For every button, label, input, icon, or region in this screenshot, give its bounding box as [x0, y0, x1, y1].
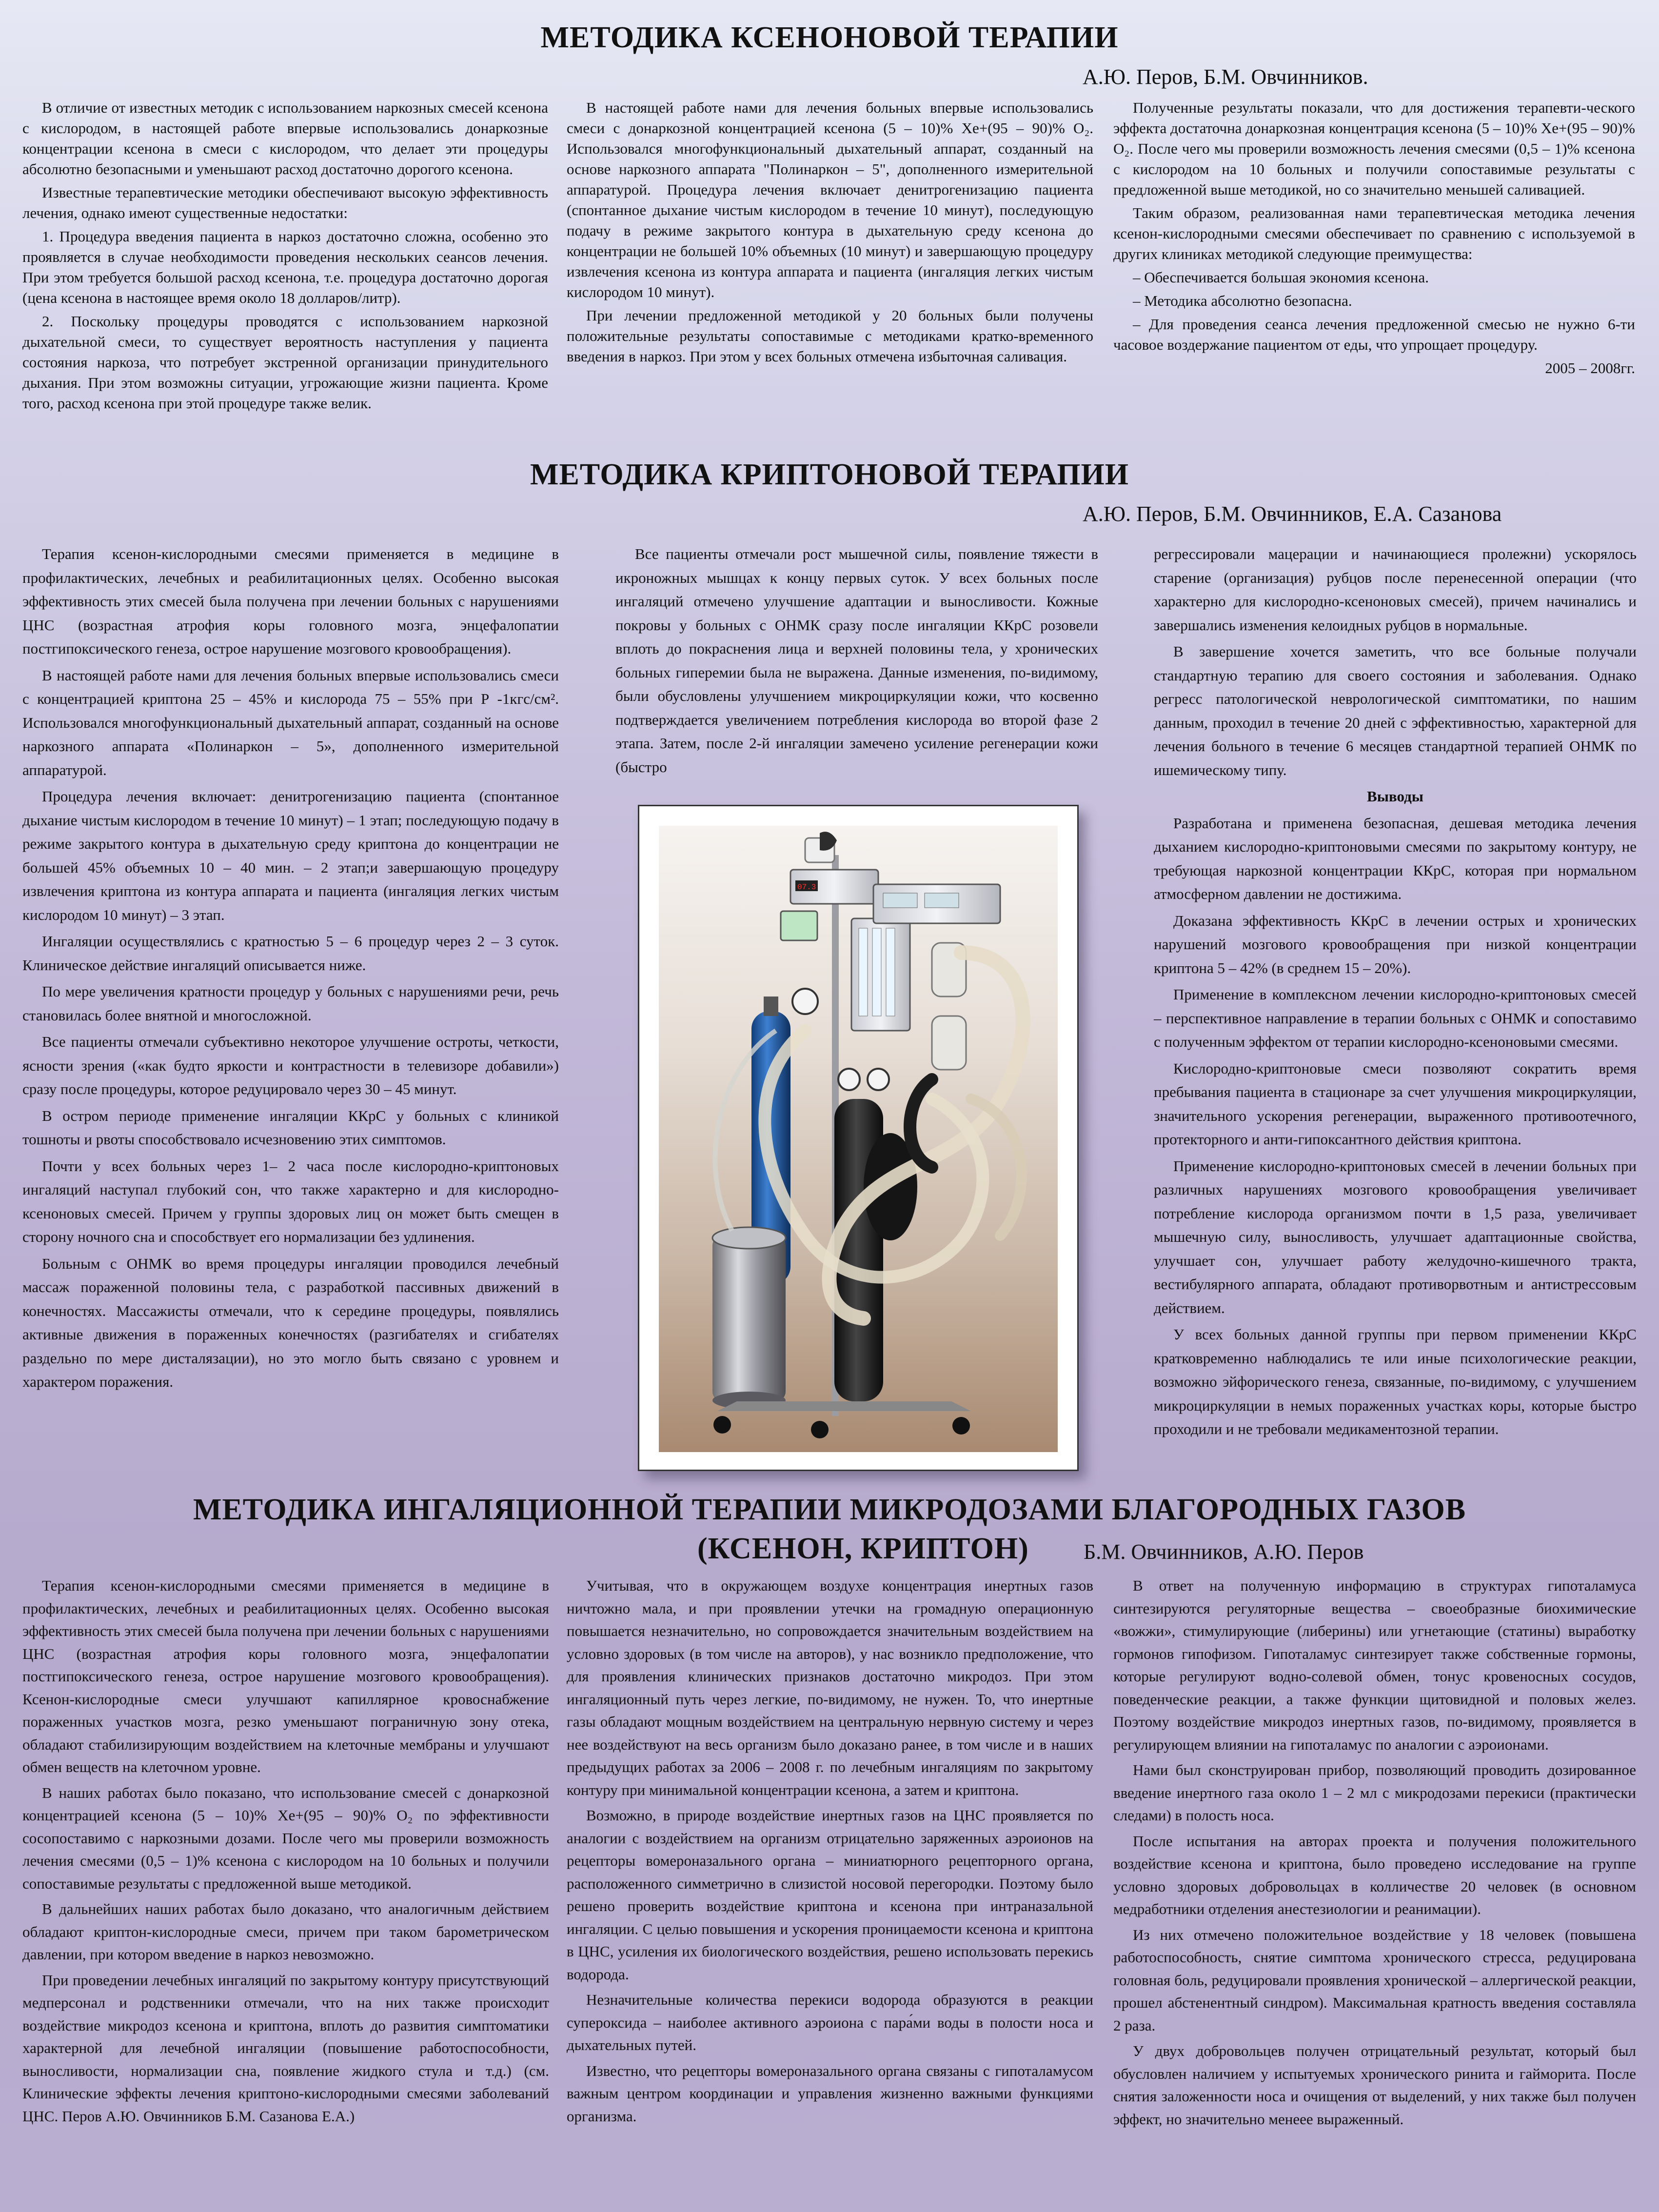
date-range: 2005 – 2008гг.: [1545, 359, 1635, 377]
section1-title: МЕТОДИКА КСЕНОНОВОЙ ТЕРАПИИ: [540, 21, 1119, 54]
paragraph: Терапия ксенон-кислородными смесями применяется в медицине в профилактических, лечебных и реабилитационных целях. Особенно высокая эффективность этих смесей была получена при лечении больных с нарушениями ЦНС (возрастная атрофия коры головного мозга, энцефалопатии постгипоксического генеза, острое нарушение мозгового кровообращения). Ксенон-кислородные смеси улучшают капиллярное кровоснабжение пораженных участков мозга, резко уменьшают пограничную зону отека, обладают стабилизирующим воздействием на клеточные мембраны и улучшают обмен веществ на клеточном уровне.: [22, 1577, 549, 1775]
paragraph: 1. Процедура введения пациента в наркоз достаточно сложна, особенно это проявляется в случае необходимости проведения нескольких сеансов лечения. При этом требуется большой расход ксенона, т.е. процедура достаточно дорогая (цена ксенона в настоящее время около 18 долларов/литр).: [22, 228, 548, 306]
paragraph: Возможно, в природе воздействие инертных газов на ЦНС проявляется по аналогии с воздействием на организм отрицательно заряженных аэроионов на рецепторы вомероназального органа – миниатюрного рецепторного органа, расположенного симметрично в слизистой носовой перегородки. Поэтому было решено проверить воздействие криптона и ксенона при интраназальной ингаляции. С целью повышения и ускорения проницаемости ксенона и криптона в ЦНС, усиления их биологического воздействия, решено использовать перекись водорода.: [567, 1807, 1093, 1983]
paragraph: В завершение хочется заметить, что все больные получали стандартную терапию для своего состояния и заболевания. Однако регресс патологической неврологической симптоматики, по нашим данным, проходил в течение 20 дней с эффективностью, характерной для лечения больного в течение 6 месяцев стандартной терапией ОНМК по ишемическому типу.: [1154, 643, 1637, 778]
paragraph: В остром периоде применение ингаляции ККрС у больных с клиникой тошноты и рвоты способствовало исчезновению этих симптомов.: [22, 1107, 559, 1148]
section3-title-line2: (КСЕНОН, КРИПТОН): [697, 1532, 1029, 1565]
paragraph: В настоящей работе нами для лечения больных впервые использовались смеси с концентрацией криптона 25 – 45% и кислорода 75 – 55% при Р -1кгс/см². Использовался многофункциональный дыхательный аппарат, созданный на основе наркозного аппарата «Полинаркон – 5», дополненного измерительной аппаратурой.: [22, 666, 559, 778]
paragraph: Нами был сконструирован прибор, позволяющий проводить дозированное введение инертного газа около 1 – 2 мл с микродозами перекиси (практически следами) в полость носа.: [1113, 1761, 1636, 1824]
paragraph: У двух добровольцев получен отрицательный результат, который был обусловлен наличием у испытуемых хронического ринита и гайморита. После снятия заложенности носа и очищения от выделений, у них также был получен эффект, но значительно менеее выраженный.: [1113, 2042, 1636, 2128]
paragraph: Все пациенты отмечали рост мышечной силы, появление тяжести в икроножных мышцах к концу первых суток. У всех больных после ингаляций отмечено улучшение адаптации и выносливости. Кожные покровы у больных с ОНМК сразу после ингаляции ККрС розовели вплоть до покраснения лица и верхней половины тела, у хронических больных гиперемии была не выражена. Данные изменения, по-видимому, были обусловлены улучшением микроциркуляции кожи, что косвенно подтверждается увеличением потребления кислорода во второй фазе 2 этапа. Затем, после 2-й ингаляции замечено усиление регенерации кожи (быстро: [615, 545, 1098, 776]
breathing-apparatus-illustration: [659, 826, 1055, 1450]
section1-authors: А.Ю. Перов, Б.М. Овчинников.: [1083, 65, 1368, 89]
paragraph: 2. Поскольку процедуры проводятся с использованием наркозной дыхательной смеси, то существует вероятность наступления у пациента состояния наркоза, что потребует экстренной организации принудительного дыхания. При этом возможны ситуации, угрожающие жизни пациента. Кроме того, расход ксенона при этой процедуре также велик.: [22, 313, 548, 412]
apparatus-photo: [638, 805, 1079, 1471]
paragraph: У всех больных данной группы при первом применении ККрС кратковременно наблюдались те или иные психологические реакции, возможно эйфорического генеза, связанные, по-видимому, с улучшением микроциркуляции в немых пораженных участках коры, которые быстро проходили и не требовали медикаментозной терапии.: [1154, 1326, 1637, 1437]
paragraph: Полученные результаты показали, что для достижения терапевти-ческого эффекта достаточна донаркозная концентрация ксенона (5 – 10)% Xe+(95 – 90)% O₂. После чего мы проверили возможность лечения смесями (0,5 – 1)% ксенона с кислородом на 10 больных и получили сопоставимые результаты с предложенной выше методикой, но со значительно меньшей саливацией.: [1113, 99, 1635, 198]
paragraph: При лечении предложенной методикой у 20 больных были получены положительные результаты сопоставимые с методиками кратко-временного введения в наркоз. При этом у всех больных отмечена избыточная саливация.: [567, 307, 1093, 365]
steel-canister: [712, 1236, 786, 1401]
paragraph: Больным с ОНМК во время процедуры ингаляции проводился лечебный массаж пораженной половины тела, с разработкой пассивных движений в конечностях. Массажисты отмечали, что к середине процедуры, появлялись активные движения в пораженных конечностях (разгибателях и сгибателях раздельно по мере дисталязации), но это могло быть связано с уровнем и характером поражения.: [22, 1255, 559, 1390]
paragraph: В настоящей работе нами для лечения больных впервые использовались смеси с донаркозной концентрацией ксенона (5 – 10)% Xe+(95 – 90)% O₂. Использовался многофункциональный дыхательный аппарат, созданный на основе наркозного аппарата "Полинаркон – 5", дополненного измерительной аппаратурой. Процедура лечения включает денитрогенизацию пациента (спонтанное дыхание чистым кислородом в течение 10 минут), последующую подачу в режиме закрытого контура в дыхательную среду ксенона до концентрации не большей 10% объемных (10 минут) и завершающую процедуру извлечения ксенона из контура аппарата и пациента (ингаляция легких чистым кислородом 10 минут).: [567, 99, 1093, 300]
paragraph: В дальнейших наших работах было доказано, что аналогичным действием обладают криптон-кислородные смеси, причем при таком барометрическом давлении, при котором введение в наркоз невозможно.: [22, 1900, 549, 1963]
paragraph: Таким образом, реализованная нами терапевтическая методика лечения ксенон-кислородными смесями обеспечивает по сравнению с используемой в других клиниках методикой следующие преимущества:: [1113, 204, 1635, 262]
section2-column-2: [615, 542, 1098, 782]
paragraph: Учитывая, что в окружающем воздухе концентрация инертных газов ничтожно мала, и при проявлении утечки на громадную операционную повышается незначительно, но сопровождается значительным воздействием на условно здоровых (в том числе на авторов), у нас возникло предположение, что для проявления клинических признаков достаточно микродоз. При этом ингаляционный путь через легкие, по-видимому, не нужен. То, что инертные газы обладают мощным воздействием на центральную нервную систему и через нее воздействуют на весь организм было доказано ранее, в том числе и в наших предыдущих работах за 2006 – 2008 г. по лечебным ингаляциям по закрытому контуру при минимальной концентрации ксенона, а затем и криптона.: [567, 1577, 1093, 1798]
paragraph: Процедура лечения включает: денитрогенизацию пациента (спонтанное дыхание чистым кислородом в течение 10 минут) – 1 этап; последующую подачу в режиме закрытого контура в дыхательную среду криптона до концентрации не большей 45% объемных 10 – 40 мин. – 2 этап;и завершающую процедуру извлечения криптона из контура аппарата и пациента (ингаляция легких чистым кислородом 10 минут) – 3 этап.: [22, 788, 559, 923]
paragraph: После испытания на авторах проекта и получения положительного воздействие ксенона и криптона, было проведено исследование на группе условно здоровых добровольцах в колличестве 20 человек (в основном медработники отделения анестезиологии и реанимации).: [1113, 1832, 1636, 1917]
paragraph: Применение кислородно-криптоновых смесей в лечении больных при различных нарушениях мозгового кровообращения увеличивает потребление кислорода организмом почти в 1,5 раза, увеличивает мышечную силу, выносливость, улучшает адаптационные свойства, улучшает сон, улучшает работу желудочно-кишечного тракта, вестибулярного аппарата, обладают противорвотным и антистрессовым действием.: [1154, 1157, 1637, 1316]
paragraph: регрессировали мацерации и начинающиеся пролежни) ускорялось старение (организация) рубцов после перенесенной операции (что характерно для кислородно-ксеноновых смесей), причем начинались и завершались изменения келоидных рубцов в нормальные.: [1154, 545, 1637, 634]
section2-column-3: [1154, 542, 1637, 1444]
apparatus-photo-background: [659, 826, 1058, 1452]
section3-authors: Б.М. Овчинников, А.Ю. Перов: [1084, 1540, 1364, 1564]
paragraph: Все пациенты отмечали субъективно некоторое улучшение остроты, четкости, ясности зрения («как будто яркости и контрастности в телевизоре добавили») сразу после процедуры, которое редуцировало через 30 – 45 минут.: [22, 1033, 559, 1097]
paragraph: Ингаляции осуществлялись с кратностью 5 – 6 процедур через 2 – 3 суток. Клиническое действие ингаляций описывается ниже.: [22, 933, 559, 974]
paragraph: Из них отмечено положительное воздействие у 18 человек (повышена работоспособность, снятие симптома хронического стресса, редуцирована головная боль, редуцировали проявления хронической – аллергической реакции, прошел абстенентный синдром). Максимальная кратность введения составляла 2 раза.: [1113, 1926, 1636, 2034]
paragraph: В ответ на полученную информацию в структурах гипоталамуса синтезируются регуляторные вещества – своеобразные биохимические «вожжи», стимулирующие (либерины) или угнетающие (статины) выработку гормонов гипофизом. Гипоталамус синтезирует также собственные гормоны, которые регулируют водно-солевой обмен, тонус кровеносных сосудов, поведенческие реакции, а также функции щитовидной и половых желез. Поэтому воздействие микродоз инертных газов, по-видимому, проявляется в регулирующем влиянии на гипоталамус по аналогии с аэроионами.: [1113, 1577, 1636, 1753]
paragraph: В отличие от известных методик с использованием наркозных смесей ксенона с кислородом, в настоящей работе впервые использовались донаркозные концентрации ксенона в смеси с кислородом, что делает эти процедуры абсолютно безопасными и уменьшают расход достаточно дорогого ксенона.: [22, 99, 548, 178]
section2-authors: А.Ю. Перов, Б.М. Овчинников, Е.А. Сазанова: [1083, 502, 1502, 526]
monitor-readout: 07.3: [797, 883, 816, 892]
list-item: – Обеспечивается большая экономия ксенона.: [1133, 269, 1429, 286]
paragraph: Терапия ксенон-кислородными смесями применяется в медицине в профилактических, лечебных и реабилитационных целях. Особенно высокая эффективность этих смесей была получена при лечении больных с нарушениями ЦНС (возрастная атрофия коры головного мозга, энцефалопатии постгипоксического генеза, острое нарушение мозгового кровообращения).: [22, 545, 559, 657]
paragraph: По мере увеличения кратности процедур у больных с нарушениями речи, речь становилась более внятной и многосложной.: [22, 983, 559, 1024]
paragraph: Незначительные количества перекиси водорода образуются в реакции супероксида – наиболее активного аэроиона с пара́ми воды в полости носа и дыхательных путей.: [567, 1991, 1093, 2053]
paragraph: Известно, что рецепторы вомероназального органа связаны с гипоталамусом важным центром координации и управления жизненно важными функциями организма.: [567, 2062, 1093, 2125]
section2-title: МЕТОДИКА КРИПТОНОВОЙ ТЕРАПИИ: [530, 458, 1129, 491]
paragraph: Применение в комплексном лечении кислородно-криптоновых смесей – перспективное направление в терапии больных с ОНМК и сопоставимо с полученным эффектом от терапии кислородно-ксеноновыми смесями.: [1154, 986, 1637, 1050]
section3-column-1: [22, 1574, 549, 2131]
paragraph: В наших работах было показано, что использование смесей с донаркозной концентрацией ксенона (5 – 10)% Xe+(95 – 90)% O₂ по эффективности сосопоставимо с наркозными дозами. После чего мы проверили возможность лечения смесями (0,5 – 1)% ксенона с кислородом на 10 больных и получили сопоставимые результаты с предложенной выше методикой.: [22, 1784, 549, 1892]
paragraph: При проведении лечебных ингаляций по закрытому контуру присутствующий медперсонал и родственники отмечали, что на них также происходит воздействие микродоз ксенона и криптона, вплоть до развития симптоматики характерной для лечебной ингаляции (повышение работоспособности, выносливости, нормализации сна, появление жидкого стула и т.д.) (см. Клинические эффекты лечения криптоно-кислородными смесями заболеваний ЦНС. Перов А.Ю. Овчинников Б.М. Сазанова Е.А.): [22, 1971, 549, 2125]
section1-column-2: [567, 98, 1093, 370]
paragraph: Кислородно-криптоновые смеси позволяют сократить время пребывания пациента в стационаре за счет улучшения микроциркуляции, значительного ускорения регенерации, выраженного противоотечного, протекторного и анти-гипоксантного действия криптона.: [1154, 1059, 1637, 1148]
paragraph: Известные терапевтические методики обеспечивают высокую эффективность лечения, однако имеют существенные недостатки:: [22, 184, 548, 221]
section2-column-1: [22, 542, 559, 1397]
section3-column-2: [567, 1574, 1093, 2131]
section3-column-3: [1113, 1574, 1636, 2133]
conclusions-heading: Выводы: [1367, 788, 1423, 805]
paragraph: Разработана и применена безопасная, дешевая методика лечения дыханием кислородно-криптоновыми смесями по закрытому контуру, не требующая наркозной концентрации ККрС, которая при нормальном атмосферном давлении не достижима.: [1154, 814, 1637, 902]
section1-column-3: [1113, 98, 1635, 381]
list-item: – Для проведения сеанса лечения предложенной смесью не нужно 6-ти часовое воздержание пациентом от еды, что упрощает процедуру.: [1113, 316, 1635, 353]
list-item: – Методика абсолютно безопасна.: [1133, 292, 1352, 309]
paragraph: Почти у всех больных через 1– 2 часа после кислородно-криптоновых ингаляций наступал глубокий сон, что также характерно и для кислородно-ксеноновых смесей. Причем у группы здоровых лиц он может быть смещен в сторону ночного сна и способствует его нормализации без удлинения.: [22, 1157, 559, 1245]
paragraph: Доказана эффективность ККрС в лечении острых и хронических нарушений мозгового кровообращения при низкой концентрации криптона 5 – 42% (в среднем 15 – 20%).: [1154, 912, 1637, 976]
section3-title-line1: МЕТОДИКА ИНГАЛЯЦИОННОЙ ТЕРАПИИ МИКРОДОЗАМИ БЛАГОРОДНЫХ ГАЗОВ: [193, 1493, 1466, 1526]
section1-column-1: [22, 98, 548, 417]
